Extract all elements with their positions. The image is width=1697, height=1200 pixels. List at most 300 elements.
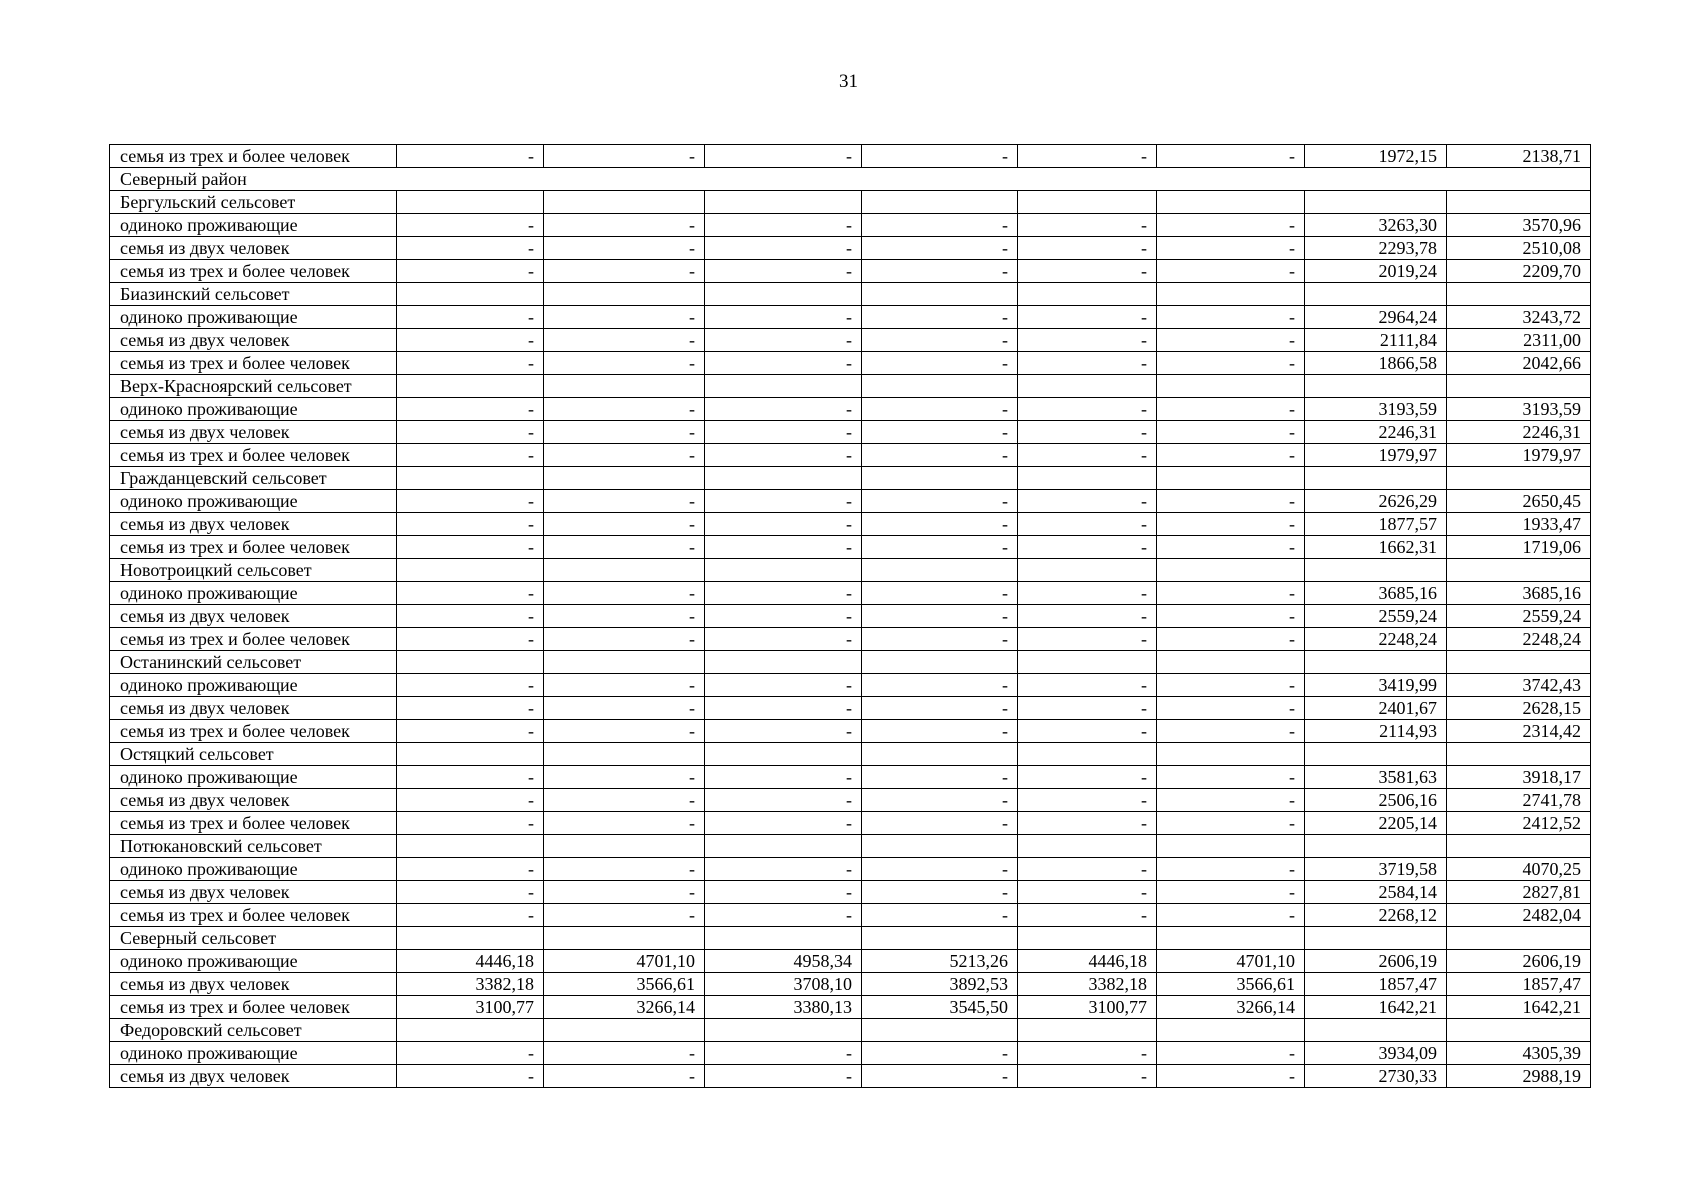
value-cell: - [397, 444, 544, 467]
empty-cell [1157, 743, 1305, 766]
row-label: семья из трех и более человек [110, 812, 397, 835]
section-row [110, 835, 1591, 858]
value-cell: - [705, 720, 862, 743]
table-row [110, 789, 1591, 812]
value-cell: - [1157, 260, 1305, 283]
table-row [110, 329, 1591, 352]
value-cell: 3570,96 [1447, 214, 1591, 237]
value-cell: - [1157, 789, 1305, 812]
value-cell: - [397, 674, 544, 697]
value-cell: - [862, 490, 1018, 513]
value-cell: 3566,61 [1157, 973, 1305, 996]
value-cell: - [862, 145, 1018, 168]
value-cell: - [1157, 352, 1305, 375]
value-cell: 3719,58 [1305, 858, 1447, 881]
table-row [110, 352, 1591, 375]
row-label: одиноко проживающие [110, 950, 397, 973]
value-cell: - [862, 444, 1018, 467]
empty-cell [1018, 1019, 1157, 1042]
value-cell: 3708,10 [705, 973, 862, 996]
value-cell: - [705, 490, 862, 513]
empty-cell [705, 743, 862, 766]
value-cell: 4305,39 [1447, 1042, 1591, 1065]
value-cell: - [705, 881, 862, 904]
empty-cell [1447, 1019, 1591, 1042]
empty-cell [705, 651, 862, 674]
value-cell: 1719,06 [1447, 536, 1591, 559]
empty-cell [544, 191, 705, 214]
empty-cell [397, 743, 544, 766]
value-cell: - [862, 536, 1018, 559]
value-cell: - [1157, 398, 1305, 421]
section-row [110, 1019, 1591, 1042]
empty-cell [544, 835, 705, 858]
value-cell: - [397, 605, 544, 628]
value-cell: - [544, 398, 705, 421]
row-label: семья из двух человек [110, 513, 397, 536]
table-row [110, 444, 1591, 467]
row-label: семья из трех и более человек [110, 352, 397, 375]
value-cell: - [705, 858, 862, 881]
value-cell: 3566,61 [544, 973, 705, 996]
value-cell: - [397, 812, 544, 835]
value-cell: - [705, 1065, 862, 1088]
value-cell: - [705, 329, 862, 352]
empty-cell [1305, 743, 1447, 766]
empty-cell [862, 651, 1018, 674]
value-cell: - [705, 1042, 862, 1065]
value-cell: - [705, 812, 862, 835]
value-cell: - [544, 697, 705, 720]
section-title: Останинский сельсовет [110, 651, 397, 674]
section-row [110, 467, 1591, 490]
value-cell: - [862, 1042, 1018, 1065]
value-cell: - [862, 352, 1018, 375]
row-label: семья из двух человек [110, 789, 397, 812]
value-cell: - [1157, 513, 1305, 536]
value-cell: - [705, 904, 862, 927]
value-cell: - [1157, 329, 1305, 352]
table-body [110, 145, 1591, 1088]
value-cell: 3266,14 [544, 996, 705, 1019]
value-cell: - [1157, 582, 1305, 605]
value-cell: - [862, 720, 1018, 743]
table-row [110, 858, 1591, 881]
empty-cell [544, 1019, 705, 1042]
value-cell: - [1018, 536, 1157, 559]
section-title: Потюкановский сельсовет [110, 835, 397, 858]
value-cell: - [1157, 812, 1305, 835]
row-label: семья из трех и более человек [110, 444, 397, 467]
value-cell: - [1157, 1065, 1305, 1088]
empty-cell [1305, 467, 1447, 490]
row-label: одиноко проживающие [110, 582, 397, 605]
empty-cell [705, 559, 862, 582]
row-label: семья из трех и более человек [110, 996, 397, 1019]
empty-cell [397, 835, 544, 858]
value-cell: - [544, 536, 705, 559]
empty-cell [1157, 559, 1305, 582]
value-cell: 2730,33 [1305, 1065, 1447, 1088]
value-cell: - [544, 421, 705, 444]
empty-cell [705, 191, 862, 214]
value-cell: 3100,77 [397, 996, 544, 1019]
value-cell: - [1157, 904, 1305, 927]
row-label: семья из двух человек [110, 697, 397, 720]
empty-cell [1447, 743, 1591, 766]
empty-cell [1305, 651, 1447, 674]
value-cell: - [1018, 766, 1157, 789]
value-cell: - [705, 421, 862, 444]
value-cell: - [705, 628, 862, 651]
row-label: семья из трех и более человек [110, 904, 397, 927]
row-label: семья из двух человек [110, 237, 397, 260]
table-row [110, 582, 1591, 605]
value-cell: - [544, 260, 705, 283]
row-label: семья из двух человек [110, 1065, 397, 1088]
value-cell: - [1018, 812, 1157, 835]
empty-cell [1157, 375, 1305, 398]
value-cell: - [397, 490, 544, 513]
value-cell: - [544, 214, 705, 237]
value-cell: - [705, 605, 862, 628]
empty-cell [1018, 651, 1157, 674]
value-cell: - [397, 858, 544, 881]
empty-cell [544, 283, 705, 306]
value-cell: 2412,52 [1447, 812, 1591, 835]
empty-cell [862, 927, 1018, 950]
value-cell: - [1018, 421, 1157, 444]
value-cell: - [544, 237, 705, 260]
value-cell: - [1157, 674, 1305, 697]
value-cell: - [705, 766, 862, 789]
value-cell: - [1018, 306, 1157, 329]
value-cell: 3685,16 [1305, 582, 1447, 605]
section-title: Остяцкий сельсовет [110, 743, 397, 766]
value-cell: - [1018, 237, 1157, 260]
tariff-table [109, 144, 1591, 1088]
value-cell: - [705, 352, 862, 375]
value-cell: - [397, 904, 544, 927]
table-row [110, 605, 1591, 628]
value-cell: 1866,58 [1305, 352, 1447, 375]
value-cell: - [1157, 858, 1305, 881]
empty-cell [1018, 467, 1157, 490]
value-cell: - [544, 720, 705, 743]
value-cell: 2246,31 [1305, 421, 1447, 444]
table-row [110, 237, 1591, 260]
table-row [110, 973, 1591, 996]
section-row [110, 283, 1591, 306]
value-cell: 2311,00 [1447, 329, 1591, 352]
row-label: семья из двух человек [110, 329, 397, 352]
value-cell: 2401,67 [1305, 697, 1447, 720]
value-cell: - [1157, 605, 1305, 628]
empty-cell [1447, 927, 1591, 950]
value-cell: - [862, 605, 1018, 628]
empty-cell [397, 651, 544, 674]
row-label: семья из двух человек [110, 881, 397, 904]
section-row [110, 191, 1591, 214]
value-cell: - [397, 145, 544, 168]
section-title: Северный сельсовет [110, 927, 397, 950]
empty-cell [397, 191, 544, 214]
table-row [110, 421, 1591, 444]
value-cell: - [397, 237, 544, 260]
row-label: одиноко проживающие [110, 214, 397, 237]
empty-cell [705, 283, 862, 306]
empty-cell [1305, 835, 1447, 858]
value-cell: 2209,70 [1447, 260, 1591, 283]
value-cell: - [544, 513, 705, 536]
value-cell: 2626,29 [1305, 490, 1447, 513]
value-cell: - [705, 237, 862, 260]
value-cell: - [862, 260, 1018, 283]
row-label: семья из трех и более человек [110, 720, 397, 743]
value-cell: - [1018, 789, 1157, 812]
section-row [110, 743, 1591, 766]
value-cell: - [1018, 697, 1157, 720]
value-cell: - [1157, 697, 1305, 720]
table-row [110, 904, 1591, 927]
value-cell: 2559,24 [1447, 605, 1591, 628]
row-label: одиноко проживающие [110, 674, 397, 697]
value-cell: - [1018, 444, 1157, 467]
value-cell: - [544, 306, 705, 329]
value-cell: 4701,10 [1157, 950, 1305, 973]
table-row [110, 513, 1591, 536]
table-row [110, 697, 1591, 720]
empty-cell [1447, 835, 1591, 858]
value-cell: 4701,10 [544, 950, 705, 973]
empty-cell [862, 467, 1018, 490]
value-cell: - [1157, 628, 1305, 651]
empty-cell [1447, 191, 1591, 214]
value-cell: - [397, 789, 544, 812]
value-cell: 3382,18 [1018, 973, 1157, 996]
value-cell: 4070,25 [1447, 858, 1591, 881]
row-label: семья из двух человек [110, 421, 397, 444]
empty-cell [862, 835, 1018, 858]
row-label: семья из трех и более человек [110, 145, 397, 168]
value-cell: - [1157, 720, 1305, 743]
empty-cell [1305, 927, 1447, 950]
value-cell: 1979,97 [1447, 444, 1591, 467]
empty-cell [397, 375, 544, 398]
value-cell: 3193,59 [1305, 398, 1447, 421]
value-cell: - [862, 881, 1018, 904]
value-cell: - [544, 582, 705, 605]
value-cell: - [1157, 766, 1305, 789]
table-row [110, 214, 1591, 237]
empty-cell [544, 651, 705, 674]
value-cell: - [862, 812, 1018, 835]
row-label: семья из трех и более человек [110, 536, 397, 559]
empty-cell [705, 835, 862, 858]
value-cell: 3545,50 [862, 996, 1018, 1019]
value-cell: - [544, 789, 705, 812]
page-number: 31 [839, 71, 858, 92]
value-cell: - [705, 536, 862, 559]
value-cell: - [1018, 145, 1157, 168]
value-cell: - [862, 858, 1018, 881]
value-cell: - [1157, 306, 1305, 329]
value-cell: 2741,78 [1447, 789, 1591, 812]
value-cell: - [397, 329, 544, 352]
value-cell: - [705, 145, 862, 168]
value-cell: - [862, 306, 1018, 329]
value-cell: - [544, 444, 705, 467]
value-cell: - [397, 766, 544, 789]
empty-cell [1305, 1019, 1447, 1042]
empty-cell [1018, 743, 1157, 766]
value-cell: - [544, 1042, 705, 1065]
row-label: семья из трех и более человек [110, 628, 397, 651]
empty-cell [1157, 835, 1305, 858]
value-cell: - [544, 881, 705, 904]
empty-cell [1305, 559, 1447, 582]
value-cell: - [1018, 858, 1157, 881]
table-row [110, 674, 1591, 697]
empty-cell [1447, 651, 1591, 674]
value-cell: 1979,97 [1305, 444, 1447, 467]
value-cell: 2506,16 [1305, 789, 1447, 812]
table-row [110, 398, 1591, 421]
table-row [110, 881, 1591, 904]
value-cell: - [705, 789, 862, 812]
table-row [110, 536, 1591, 559]
empty-cell [862, 191, 1018, 214]
value-cell: - [544, 145, 705, 168]
value-cell: - [862, 789, 1018, 812]
empty-cell [397, 467, 544, 490]
value-cell: 1642,21 [1305, 996, 1447, 1019]
value-cell: - [862, 766, 1018, 789]
value-cell: - [705, 513, 862, 536]
value-cell: 2246,31 [1447, 421, 1591, 444]
value-cell: 3100,77 [1018, 996, 1157, 1019]
section-row [110, 375, 1591, 398]
empty-cell [705, 375, 862, 398]
value-cell: - [1157, 421, 1305, 444]
table-row [110, 306, 1591, 329]
section-title: Верх-Красноярский сельсовет [110, 375, 397, 398]
value-cell: - [544, 329, 705, 352]
value-cell: 2606,19 [1447, 950, 1591, 973]
value-cell: - [1018, 490, 1157, 513]
value-cell: 2205,14 [1305, 812, 1447, 835]
table-row [110, 950, 1591, 973]
empty-cell [1447, 559, 1591, 582]
empty-cell [862, 375, 1018, 398]
value-cell: - [1018, 904, 1157, 927]
value-cell: - [544, 858, 705, 881]
table-row [110, 812, 1591, 835]
value-cell: - [1018, 260, 1157, 283]
empty-cell [1157, 651, 1305, 674]
value-cell: - [544, 812, 705, 835]
value-cell: - [1157, 237, 1305, 260]
value-cell: - [862, 628, 1018, 651]
value-cell: - [705, 214, 862, 237]
empty-cell [1018, 927, 1157, 950]
value-cell: 2114,93 [1305, 720, 1447, 743]
value-cell: - [544, 766, 705, 789]
value-cell: - [1157, 536, 1305, 559]
value-cell: - [544, 490, 705, 513]
value-cell: 2314,42 [1447, 720, 1591, 743]
value-cell: 4958,34 [705, 950, 862, 973]
value-cell: - [862, 697, 1018, 720]
value-cell: - [705, 674, 862, 697]
value-cell: - [397, 260, 544, 283]
table-row [110, 996, 1591, 1019]
empty-cell [1447, 467, 1591, 490]
value-cell: - [1018, 352, 1157, 375]
value-cell: - [1157, 881, 1305, 904]
value-cell: - [1018, 628, 1157, 651]
value-cell: - [862, 329, 1018, 352]
row-label: семья из двух человек [110, 605, 397, 628]
empty-cell [544, 467, 705, 490]
value-cell: 2019,24 [1305, 260, 1447, 283]
value-cell: 1662,31 [1305, 536, 1447, 559]
value-cell: 2650,45 [1447, 490, 1591, 513]
value-cell: 3419,99 [1305, 674, 1447, 697]
section-title: Биазинский сельсовет [110, 283, 397, 306]
value-cell: 2042,66 [1447, 352, 1591, 375]
empty-cell [397, 1019, 544, 1042]
row-label: одиноко проживающие [110, 858, 397, 881]
value-cell: 5213,26 [862, 950, 1018, 973]
value-cell: - [862, 904, 1018, 927]
value-cell: 1642,21 [1447, 996, 1591, 1019]
row-label: одиноко проживающие [110, 398, 397, 421]
value-cell: 4446,18 [397, 950, 544, 973]
value-cell: - [397, 1065, 544, 1088]
value-cell: - [862, 398, 1018, 421]
value-cell: 3892,53 [862, 973, 1018, 996]
section-title: Бергульский сельсовет [110, 191, 397, 214]
empty-cell [544, 559, 705, 582]
empty-cell [397, 283, 544, 306]
empty-cell [1018, 375, 1157, 398]
empty-cell [1157, 283, 1305, 306]
row-label: семья из двух человек [110, 973, 397, 996]
empty-cell [544, 375, 705, 398]
empty-cell [397, 927, 544, 950]
value-cell: - [705, 444, 862, 467]
value-cell: 3382,18 [397, 973, 544, 996]
value-cell: 3934,09 [1305, 1042, 1447, 1065]
value-cell: 2827,81 [1447, 881, 1591, 904]
section-row [110, 559, 1591, 582]
value-cell: 2510,08 [1447, 237, 1591, 260]
value-cell: 2268,12 [1305, 904, 1447, 927]
value-cell: - [1018, 605, 1157, 628]
value-cell: 2111,84 [1305, 329, 1447, 352]
value-cell: 3742,43 [1447, 674, 1591, 697]
value-cell: - [397, 628, 544, 651]
empty-cell [705, 467, 862, 490]
value-cell: - [397, 536, 544, 559]
empty-cell [1018, 283, 1157, 306]
value-cell: 2293,78 [1305, 237, 1447, 260]
row-label: одиноко проживающие [110, 1042, 397, 1065]
value-cell: - [544, 352, 705, 375]
value-cell: 2988,19 [1447, 1065, 1591, 1088]
empty-cell [544, 743, 705, 766]
